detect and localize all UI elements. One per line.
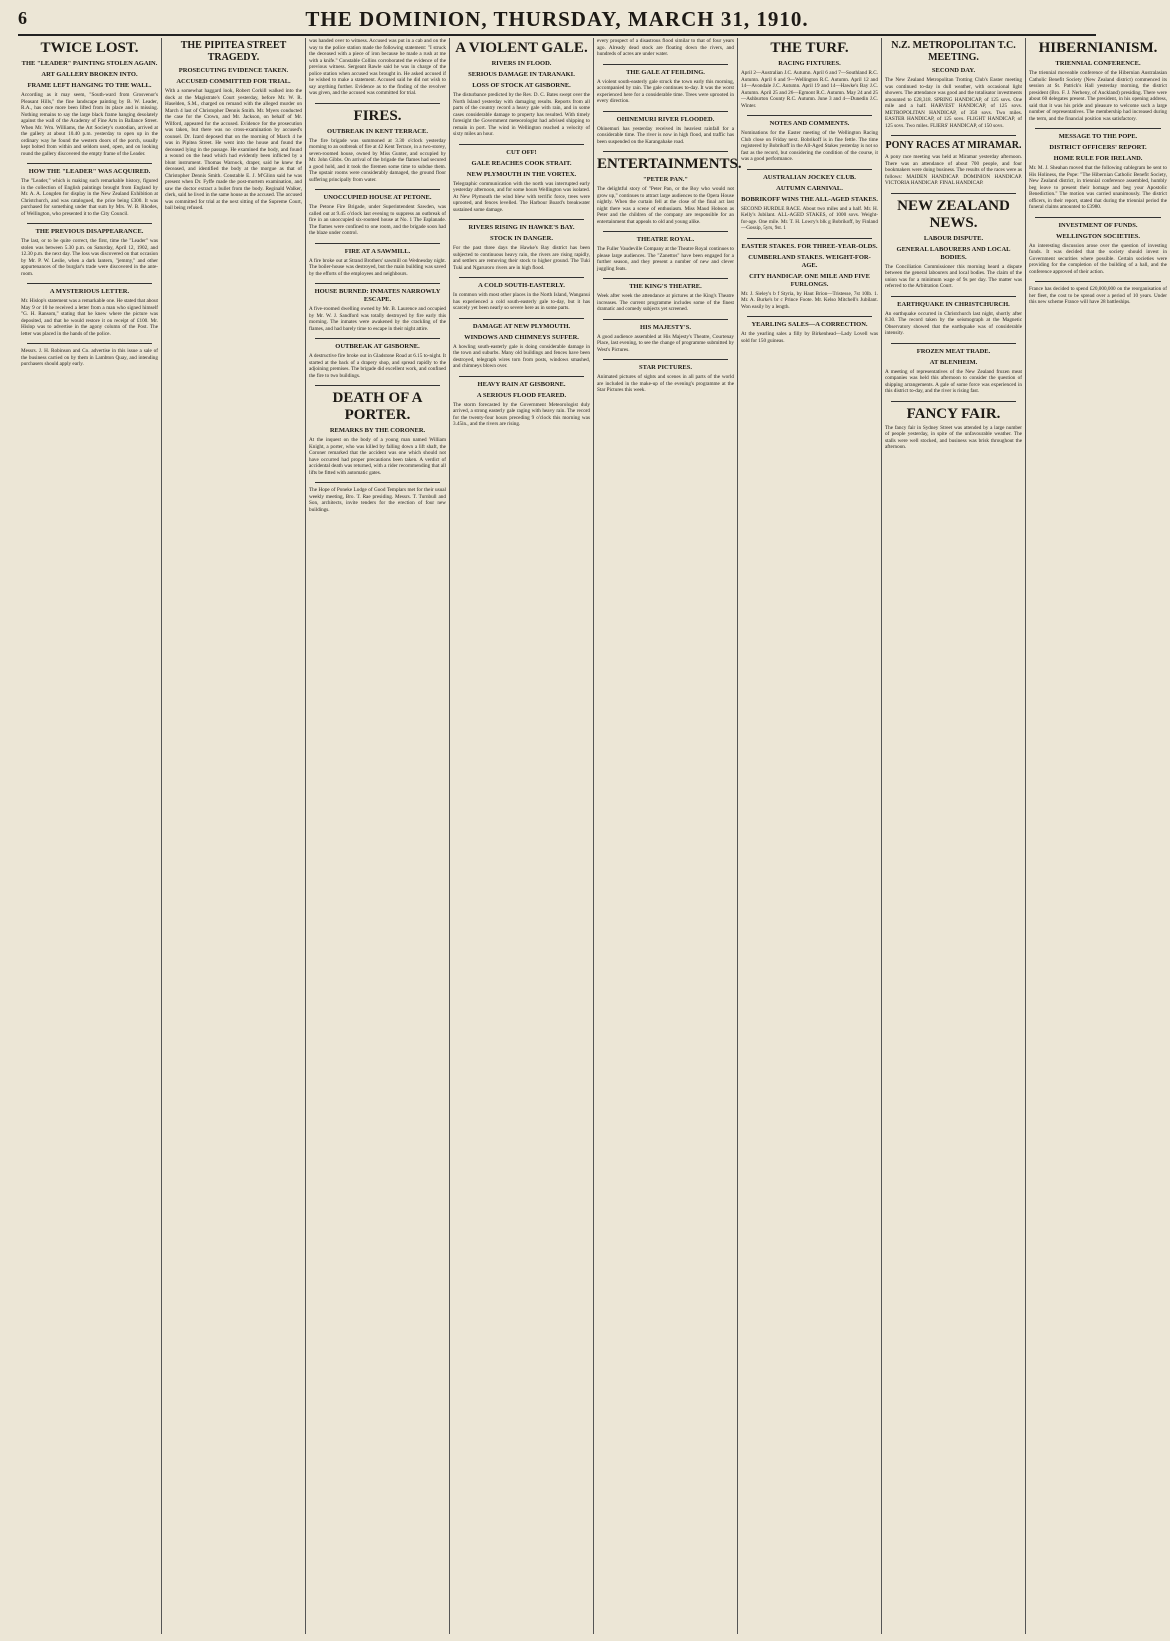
- article: [453, 376, 590, 428]
- article: [597, 38, 734, 58]
- subheading: CUMBERLAND STAKES. WEIGHT-FOR-AGE.: [748, 253, 871, 269]
- article: [885, 193, 1022, 290]
- article-body: The New Zealand Metropolitan Trotting Club's Easter meeting was continued to-day in dull weather, with occasional light showers. The attendance was good and the totalisator investments amounted to £28,318. SPRING HANDICAP, of 125 sovs. One mile and a half. HARVEST HANDICAP, of 125 sovs. METROPOLITAN HANDICAP, of 350 sovs. Two miles. EASTER HANDICAP, of 125 sovs. FLIGHT HANDICAP, of 125 sovs. Two miles. FLIERS' HANDICAP, of 150 sovs.: [885, 77, 1022, 129]
- subheading: EASTER STAKES. FOR THREE-YEAR-OLDS.: [741, 242, 878, 250]
- divider: [459, 277, 584, 278]
- headline: HIBERNIANISM.: [1038, 40, 1158, 56]
- article: [741, 316, 878, 344]
- article-body: The Petone Fire Brigade, under Superintendent Sawden, was called out at 9.45 o'clock last evening to suppress an outbreak of fire in an unoccupied six-roomed house at No. 1 The Esplanade. The flames were confined to one room, and the brigade soon had the blaze under control.: [309, 204, 446, 236]
- article: [453, 318, 590, 370]
- article: [453, 40, 590, 138]
- subheading: RIVERS IN FLOOD.: [491, 60, 552, 67]
- column-4: [450, 38, 594, 1634]
- divider: [459, 219, 584, 220]
- subheading: THEATRE ROYAL.: [636, 236, 695, 243]
- subheading: A SERIOUS FLOOD FEARED.: [476, 391, 567, 399]
- article-body: For the past three days the Hawke's Bay district has been subjected to continuous heavy rain, the rivers are rising rapidly, and settlers are removing their stock to higher ground. The Tuki Tuki and Ngaruroro rivers are in high flood.: [453, 245, 590, 271]
- subheading: THE GALE AT FEILDING.: [626, 68, 705, 76]
- subheading: HOUSE BURNED: INMATES NARROWLY ESCAPE.: [314, 288, 441, 303]
- article: [309, 283, 446, 332]
- article-body: every prospect of a disastrous flood similar to that of four years ago. Already dead stock are floating down the rivers, and hundreds of acres are under water.: [597, 38, 734, 57]
- subheading: GALE REACHES COOK STRAIT.: [471, 159, 572, 167]
- divider: [747, 238, 872, 239]
- divider: [27, 283, 152, 284]
- article-body: At the inquest on the body of a young man named William Knight, a porter, who was killed by falling down a lift shaft, the Coroner remarked that the accident was one which should not have occurred had proper precautions been taken. A verdict of accidental death was returned, with a rider recommending that all lifts be fitted with automatic gates.: [309, 437, 446, 476]
- divider: [315, 283, 440, 284]
- article: [885, 135, 1022, 187]
- divider: [27, 163, 152, 164]
- column-1: [18, 38, 162, 1634]
- divider: [315, 482, 440, 483]
- subheading: LOSS OF STOCK AT GISBORNE.: [472, 82, 571, 89]
- article: [1029, 281, 1167, 306]
- subheading: BOBRIKOFF WINS THE ALL-AGED STAKES.: [741, 195, 878, 203]
- divider: [747, 115, 872, 116]
- column-8: [1026, 38, 1170, 1634]
- article: [1029, 128, 1167, 211]
- article-body: France has decided to spend £20,000,000 on the reorganisation of her fleet, the cost to be spread over a period of 10 years. Under this new scheme France will have 28 battleships.: [1029, 286, 1167, 305]
- article-body: The Fuller Vaudeville Company at the Theatre Royal continues to please large audiences. The "Zanettos" have been engaged for a further season, and they present a number of new and clever juggling feats.: [597, 246, 734, 272]
- article-body: Mr. Hislop's statement was a remarkable one. He stated that about May 9 or 10 he received a letter from a man who signed himself "G. H. Ransom," stating that he knew where the picture was deposited, and that he would restore it on receipt of £100. Mr. Hislop was to advertise in the agony column of the Post. The letter was placed in the hands of the police.: [21, 298, 158, 337]
- headline: DEATH OF A PORTER.: [332, 390, 423, 423]
- article: [597, 278, 734, 313]
- article-body: The delightful story of "Peter Pan, or the Boy who would not grow up," continues to attract large audiences to the Opera House nightly. When the curtain fell at the close of the final act last night there was a scene of enthusiasm. Miss Maud Hobson as Peter and the children of the company are responsible for an entertainment that appeals to old and young alike.: [597, 186, 734, 225]
- divider: [603, 278, 728, 279]
- article-body: According as it may seem, "South-ward from Grosvenor's Pleasant Hills," the fine landscape painting by B. W. Leader, R.A., has once more been lifted from its place and is missing. Nothing remains to say the large black frame hanging desolately against the wall of the Academy of Fine Arts in Ballance Street. When Mr. Wm. Williams, the Art Society's custodian, arrived at the gallery at about 10.40 p.m. yesterday to open up in the ordinary way he found the western doors of the porch, usually kept bolted from within and seldom used, open, and on looking round the gallery discovered the empty frame of the Leader.: [21, 92, 158, 157]
- subheading: A COLD SOUTH-EASTERLY.: [478, 282, 565, 289]
- article: [453, 219, 590, 271]
- subheading: ACCUSED COMMITTED FOR TRIAL.: [176, 78, 291, 85]
- article-body: The fire brigade was summoned at 3.30 o'clock yesterday morning to an outbreak of fire at 42 Kent Terrace, in a two-storey, seven-roomed house, owned by Miss Gunter, and occupied by Mr. John Gibbs. On arrival of the brigade the flames had secured a good hold, and it took the firemen some time to subdue them. The upstair rooms were considerably damaged, the ground floor suffering principally from water.: [309, 137, 446, 183]
- article-body: was handed over to witness. Accused was put in a cab and on the way to the police station made the following statement: "I struck the deceased with a piece of iron because he made a rush at me with a knife." Constable Collins corroborated the evidence of the previous witness. Sergeant Rawle said he was in charge of the police station when accused was brought in. He asked accused if he wished to make a statement. Accused said he did not wish to say anything further. Evidence as to the finding of the revolver was given, and the accused was committed for trial.: [309, 38, 446, 96]
- subheading: NOTES AND COMMENTS.: [769, 120, 850, 127]
- divider: [603, 231, 728, 232]
- subheading: A MYSTERIOUS LETTER.: [49, 288, 130, 295]
- subheading: CUT OFF!: [506, 148, 537, 156]
- article-body: Telegraphic communication with the north was interrupted early yesterday afternoon, and for some hours Wellington was isolated. At New Plymouth the wind blew with terrific force, trees were uprooted, and fences levelled. The Harbour Board's breakwater sustained some damage.: [453, 180, 590, 213]
- subheading: RIVERS RISING IN HAWKE'S BAY.: [468, 224, 575, 231]
- article: [597, 151, 742, 225]
- subheading: FIRE AT A SAWMILL.: [344, 247, 411, 255]
- subheading: DAMAGE AT NEW PLYMOUTH.: [472, 322, 571, 330]
- subheading: AUTUMN CARNIVAL.: [776, 184, 843, 192]
- divider: [603, 319, 728, 320]
- article-body: The "Leader," which is making such remarkable history, figured in the collection of English paintings brought from England by Mr. A. A. Longden for display in the New Zealand Exhibition at Christchurch, and was catalogued, the price being £300. It was purchased for something under that sum by Mrs. W. B. Rhodes, of Wellington, who presented it to the City Council.: [21, 178, 158, 217]
- page-number: 6: [18, 8, 27, 28]
- article-body: SECOND HURDLE RACE. About two miles and a half. Mr. H. Kelly's Jubilant. ALL-AGED STAKES, of 1000 sovs. Weight-for-age. One mile. Mr. T. H. Lowry's blk g Bobrikoff, by Finland—Gossip, 5yrs, 9st. 1: [741, 205, 878, 231]
- subheading: RACING FIXTURES.: [778, 60, 841, 67]
- article-body: A howling south-easterly gale is doing considerable damage in the town and suburbs. Many old buildings and fences have been destroyed, telegraph wires torn from posts, windows smashed, and chimneys blown over.: [453, 343, 590, 369]
- subheading: FROZEN MEAT TRADE.: [916, 347, 991, 355]
- article-body: With a somewhat haggard look, Robert Corkill walked into the dock at the Magistrate's Court yesterday, before Mr. W. R. Haselden, S.M., charged on remand with the alleged murder on March 4 last of Christopher Dennis Smith. Mr. Myers conducted the case for the Crown, and Mr. Jackson, on behalf of Mr. Wilford, appeared for the accused. Evidence for the prosecution was taken, but there was no cross-examination by accused's counsel. Dr. Izard deposed that on the morning of March 4 he was in Pipitea Street. He went into the house and found the deceased lying in the passage. He examined the body, and found a wound on the head which had evidently been inflicted by a blunt instrument. Thomas Warnock, draper, said he knew the deceased, and identified the body at the morgue as that of Christopher Dennis Smith. Constable E. J. M'Glinn said he was present when Dr. Fyffe made the post-mortem examination, and saw the doctor extract a bullet from the body. Reginald Walker, clerk, said he lived in the same house as the accused. The accused was committed for trial at the next sitting of the Supreme Court, bail being refused.: [165, 88, 302, 211]
- article-body: A pony race meeting was held at Miramar yesterday afternoon. There was an attendance of about 700 people, and four bookmakers were doing business. The results of the races were as follows: MAIDEN HANDICAP. DOMINION HANDICAP. VICTORIA HANDICAP. FINAL HANDICAP.: [885, 154, 1022, 186]
- article-body: The Hope of Poneke Lodge of Good Templars met for their usual weekly meeting, Bro. T. Rae presiding. Messrs. T. Turnbull and Son, architects, invite tenders for the erection of four new buildings.: [309, 487, 446, 513]
- subheading: THE "LEADER" PAINTING STOLEN AGAIN.: [21, 60, 158, 67]
- article-body: The last, or to be quite correct, the first, time the "Leader" was stolen was between 5.30 p.m. on Saturday, April 12, 1902, and 12.30 p.m. the next day. The loss was discovered on that occasion by Mr. P. W. Leslie, when a dark lantern, "jemmy," and other appurtenances of the burglar's trade were discovered in the ante-room.: [21, 238, 158, 277]
- divider: [27, 223, 152, 224]
- article-body: A violent south-easterly gale struck the town early this morning, accompanied by rain. The gale continues to-day. It was the worst experienced here for a considerable time. Trees were uprooted in every direction.: [597, 78, 734, 104]
- subheading: CITY HANDICAP. ONE MILE AND FIVE FURLONGS.: [749, 272, 870, 288]
- divider: [891, 193, 1016, 194]
- subheading: MESSAGE TO THE POPE.: [1058, 133, 1138, 140]
- article-body: Week after week the attendance at pictures at the King's Theatre increases. The current programme includes some of the finest dramatic and comedy subjects yet screened.: [597, 293, 734, 312]
- subheading: HEAVY RAIN AT GISBORNE.: [477, 380, 566, 388]
- divider: [603, 151, 728, 152]
- article: [165, 40, 302, 212]
- divider: [747, 316, 872, 317]
- column-6: [738, 38, 882, 1634]
- subheading: LABOUR DISPUTE.: [923, 234, 984, 242]
- subheading: ART GALLERY BROKEN INTO.: [41, 71, 138, 78]
- article: [1029, 217, 1167, 276]
- subheading: STAR PICTURES.: [639, 364, 692, 371]
- divider: [315, 385, 440, 386]
- article: [309, 338, 446, 379]
- headline: N.Z. METROPOLITAN T.C. MEETING.: [891, 40, 1016, 63]
- divider: [1035, 281, 1161, 282]
- divider: [603, 359, 728, 360]
- article: [21, 343, 158, 368]
- article: [453, 144, 590, 214]
- subheading: THE PREVIOUS DISAPPEARANCE.: [35, 228, 144, 235]
- article-body: A fire broke out at Strand Brothers' sawmill on Wednesday night. The boiler-house was destroyed, but the main building was saved by the efforts of the employees and neighbours.: [309, 257, 446, 277]
- article: [885, 401, 1022, 451]
- article: [453, 277, 590, 312]
- article-body: At the yearling sales a filly by Birkenhead—Lady Lovell was sold for 150 guineas.: [741, 331, 878, 344]
- article: [309, 38, 446, 97]
- headline: NEW ZEALAND NEWS.: [897, 197, 1010, 231]
- column-5: [594, 38, 742, 1634]
- column-7: [882, 38, 1026, 1634]
- article-body: Animated pictures of sights and scenes in all parts of the world are included in the make-up of the evening's programme at the Star Pictures this week.: [597, 374, 734, 393]
- article-body: A meeting of representatives of the New Zealand frozen meat companies was held this afternoon to consider the question of shipping arrangements. A gale of some force was experienced in this district to-day, and the river is rising fast.: [885, 368, 1022, 394]
- article-body: The Conciliation Commissioner this morning heard a dispute between the general labourers and local bodies. The claim of the union was for a minimum wage of 9s per day. The matter was referred to the Arbitration Court.: [885, 263, 1022, 289]
- subheading: FRAME LEFT HANGING TO THE WALL.: [27, 82, 152, 89]
- article-body: The disturbance predicted by the Rev. D. C. Bates swept over the North Island yesterday with damaging results. Reports from all parts of the country record a heavy gale with rain, and in some cases considerable damage to property has resulted. With timely foresight the Government meteorologist had advised shipping to remain in port. The wind in Wellington reached a velocity of sixty miles an hour.: [453, 92, 590, 137]
- article-body: Mr. J. Sieley's b f Styria, by Haut Brion—Tristesse, 7st 10lb. 1. Mr. A. Burke's br c Prince Foote. Mr. Kelso Mitchell's Jubilant. Won easily by a length.: [741, 290, 878, 310]
- headline: FIRES.: [353, 107, 402, 124]
- article-body: Ohinemuri has yesterday received its heaviest rainfall for a considerable time. The river is now in high flood, and traffic has been suspended on the Karangahake road.: [597, 125, 734, 145]
- divider: [891, 296, 1016, 297]
- subheading: OHINEMURI RIVER FLOODED.: [616, 115, 715, 123]
- article: [741, 40, 878, 109]
- article: [309, 385, 446, 476]
- subheading: HOW THE "LEADER" WAS ACQUIRED.: [28, 168, 151, 175]
- subheading: WINDOWS AND CHIMNEYS SUFFER.: [464, 333, 579, 341]
- subheading: OUTBREAK AT GISBORNE.: [335, 343, 420, 350]
- subheading: GENERAL LABOURERS AND LOCAL BODIES.: [896, 245, 1011, 261]
- subheading: INVESTMENT OF FUNDS.: [1058, 221, 1138, 229]
- subheading: NEW PLYMOUTH IN THE VORTEX.: [466, 170, 577, 178]
- divider: [459, 376, 584, 377]
- article: [741, 169, 878, 232]
- subheading: HOME RULE FOR IRELAND.: [1053, 155, 1143, 162]
- article-body: The fancy fair in Sydney Street was attended by a large number of people yesterday, in spite of the unfavourable weather. The stalls were well stocked, and business was brisk throughout the afternoon.: [885, 424, 1022, 450]
- article: [21, 283, 158, 337]
- article: [741, 115, 878, 163]
- column-2: [162, 38, 306, 1634]
- subheading: YEARLING SALES—A CORRECTION.: [751, 321, 868, 328]
- divider: [603, 111, 728, 112]
- page-title: THE DOMINION, THURSDAY, MARCH 31, 1910.: [305, 7, 809, 31]
- subheading: THE KING'S THEATRE.: [629, 283, 702, 290]
- divider: [459, 144, 584, 145]
- divider: [315, 103, 440, 104]
- article: [309, 189, 446, 237]
- subheading: EARTHQUAKE IN CHRISTCHURCH.: [897, 300, 1010, 308]
- divider: [891, 401, 1016, 402]
- divider: [747, 169, 872, 170]
- subheading: DISTRICT OFFICERS' REPORT.: [1049, 144, 1147, 151]
- article-body: Mr. M. J. Sheahan moved that the following cablegram be sent to His Holiness, the Pope: "The Hibernian Catholic Benefit Society, New Zealand district, in triennial conference assembled, humbly beg leave to present their homage and beg your Apostolic Benediction." The motion was carried unanimously. The district officers, in their report, stated that during the triennial period the funeral claims amounted to £3980.: [1029, 165, 1167, 210]
- article: [597, 359, 734, 394]
- divider: [1035, 217, 1161, 218]
- headline: THE PIPITEA STREET TRAGEDY.: [180, 40, 287, 63]
- article-body: Nominations for the Easter meeting of the Wellington Racing Club close on Friday next. Bobrikoff is in fine fettle. The time registered by Bobrikoff in the All-Aged Stakes yesterday is not so fast as the record, but considering the condition of the course, it was a good performance.: [741, 130, 878, 162]
- subheading: OUTBREAK IN KENT TERRACE.: [327, 127, 428, 135]
- divider: [315, 338, 440, 339]
- article: [309, 482, 446, 513]
- subheading: TRIENNIAL CONFERENCE.: [1055, 60, 1141, 67]
- columns-container: [18, 38, 1167, 1634]
- headline: TWICE LOST.: [40, 40, 139, 56]
- subheading: REMARKS BY THE CORONER.: [329, 427, 426, 434]
- article-body: A five-roomed dwelling owned by Mr. B. Laurence and occupied by Mr. W. J. Sandford was totally destroyed by fire early this morning. The inmates were awakened by the crackling of the flames, and had barely time to escape in their night attire.: [309, 306, 446, 332]
- subheading: "PETER PAN.": [642, 176, 688, 183]
- article-body: Messrs. J. H. Robinson and Co. advertise in this issue a sale of the business carried on by them in Lambton Quay, and intending purchasers should apply early.: [21, 348, 158, 367]
- article-body: April 2—Australian J.C. Autumn. April 6 and 7—Southland R.C. Autumn. April 6 and 9—Wellington R.C. Autumn. April 12 and 14—Avondale J.C. Autumn. April 19 and 14—Hawke's Bay J.C. Autumn. April 25 and 26—Egmont R.C. Autumn. May 24 and 25—Ashburton County R.C. Autumn. June 3 and 4—Dunedin J.C. Winter.: [741, 70, 878, 109]
- subheading: UNOCCUPIED HOUSE AT PETONE.: [323, 194, 432, 201]
- subheading: AT BLENHEIM.: [929, 358, 978, 366]
- column-3: [306, 38, 450, 1634]
- article-body: A good audience assembled at His Majesty's Theatre, Courtenay Place, last evening, to see the change of programme submitted by West's Pictures.: [597, 333, 734, 353]
- headline: PONY RACES AT MIRAMAR.: [885, 140, 1022, 151]
- subheading: SECOND DAY.: [931, 67, 976, 74]
- article: [309, 103, 446, 184]
- headline: ENTERTAINMENTS.: [597, 156, 742, 172]
- subheading: WELLINGTON SOCIETIES.: [1055, 232, 1141, 240]
- divider: [315, 189, 440, 190]
- subheading: PROSECUTING EVIDENCE TAKEN.: [178, 67, 289, 74]
- subheading: AUSTRALIAN JOCKEY CLUB.: [763, 173, 856, 181]
- article: [21, 40, 158, 157]
- article-body: An earthquake occurred in Christchurch last night, shortly after 8.30. The record taken by the seismograph at the Magnetic Observatory showed that the earthquake was of considerable intensity.: [885, 310, 1022, 336]
- article: [597, 111, 734, 146]
- divider: [459, 318, 584, 319]
- article: [741, 238, 878, 311]
- headline: A VIOLENT GALE.: [455, 40, 588, 56]
- divider: [1035, 128, 1161, 129]
- divider: [603, 64, 728, 65]
- divider: [27, 343, 152, 344]
- article: [21, 163, 158, 217]
- article: [885, 343, 1022, 395]
- article: [885, 296, 1022, 337]
- article: [21, 223, 158, 277]
- article-body: In common with most other places in the North Island, Wanganui has experienced a cold south-easterly gale to-day, but it has scarcely yet been nearly so severe here as in some parts.: [453, 292, 590, 311]
- divider: [891, 135, 1016, 136]
- headline: THE TURF.: [770, 40, 849, 56]
- subheading: STOCK IN DANGER.: [490, 235, 553, 242]
- masthead: [18, 6, 1096, 36]
- article: [597, 231, 734, 272]
- article-body: A destructive fire broke out in Gladstone Road at 6.15 to-night. It started at the back of a drapery shop, and spread rapidly to the adjoining premises. The brigade did excellent work, and confined the fire to two buildings.: [309, 353, 446, 379]
- article-body: The storm forecasted by the Government Meteorologist duly arrived, a strong easterly gale raging with heavy rain. The record for the twenty-four hours preceding 9 o'clock this morning was 3.45in., and the rivers are rising.: [453, 401, 590, 427]
- divider: [891, 343, 1016, 344]
- article: [597, 64, 734, 105]
- headline: FANCY FAIR.: [906, 405, 1001, 422]
- article: [309, 243, 446, 278]
- article-body: The triennial moveable conference of the Hibernian Australasian Catholic Benefit Society (New Zealand district) commenced its session at St. Patrick's Hall yesterday morning, the district president (Bro. F. J. Nerheny, of Auckland) presiding. There were about 60 delegates present. The president, in his opening address, said that it was his pride and pleasure to welcome such a large number of representatives. The membership had increased during the term, and the financial position was satisfactory.: [1029, 70, 1167, 122]
- article: [597, 319, 734, 354]
- article: [1029, 40, 1167, 122]
- article-body: An interesting discussion arose over the question of investing funds. It was decided that the society should invest in Government securities where possible. Certain societies were providing for the completion of the building of a hall, and the conference approved of their action.: [1029, 242, 1167, 275]
- subheading: SERIOUS DAMAGE IN TARANAKI.: [468, 71, 575, 78]
- article: [885, 40, 1022, 129]
- divider: [315, 243, 440, 244]
- subheading: HIS MAJESTY'S.: [640, 323, 691, 331]
